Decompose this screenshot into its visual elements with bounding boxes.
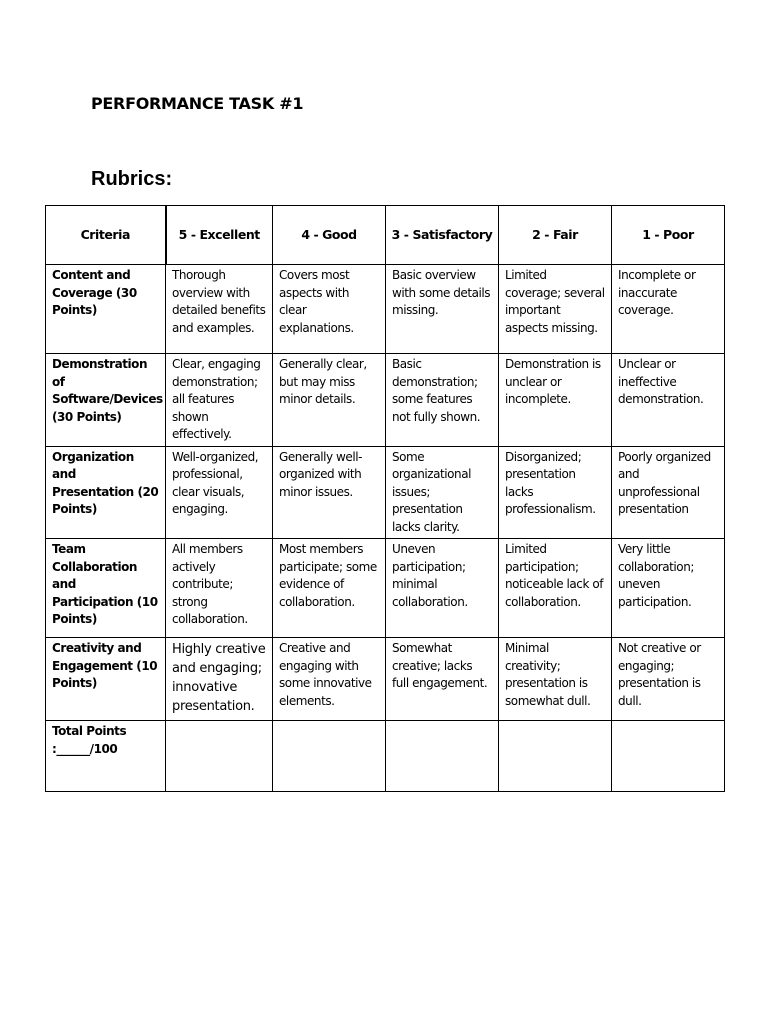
total-points-cell: Total Points :______/100 [46, 721, 166, 792]
empty-cell [386, 721, 499, 792]
rubric-table [45, 205, 725, 792]
table-row [46, 446, 725, 539]
table-row [46, 638, 725, 721]
rubric-cell: Limited participation; noticeable lack of collaboration. [499, 539, 612, 638]
empty-cell [499, 721, 612, 792]
rubric-cell: Not creative or engaging; presentation is dull. [612, 638, 725, 721]
rubric-cell: Poorly organized and unprofessional presentation [612, 446, 725, 539]
rubric-cell: Most members participate; some evidence of collaboration. [273, 539, 386, 638]
header-good: 4 - Good [273, 206, 386, 265]
rubric-cell: Generally well-organized with minor issues. [273, 446, 386, 539]
rubric-cell: Well-organized, professional, clear visuals, engaging. [166, 446, 273, 539]
table-row [46, 265, 725, 354]
rubrics-heading: Rubrics: [91, 168, 173, 190]
rubric-cell: Highly creative and engaging; innovative presentation. [166, 638, 273, 721]
empty-cell [273, 721, 386, 792]
rubric-cell: Very little collaboration; uneven participation. [612, 539, 725, 638]
rubric-cell: Some organizational issues; presentation lacks clarity. [386, 446, 499, 539]
rubric-cell: Generally clear, but may miss minor details. [273, 354, 386, 447]
table-row [46, 539, 725, 638]
criteria-cell: Organization and Presentation (20 Points) [46, 446, 166, 539]
header-satisfactory: 3 - Satisfactory [386, 206, 499, 265]
header-excellent: 5 - Excellent [166, 206, 273, 265]
criteria-cell: Team Collaboration and Participation (10 Points) [46, 539, 166, 638]
total-row [46, 721, 725, 792]
rubric-cell: Unclear or ineffective demonstration. [612, 354, 725, 447]
rubric-cell: Incomplete or inaccurate coverage. [612, 265, 725, 354]
header-poor: 1 - Poor [612, 206, 725, 265]
rubric-cell: Demonstration is unclear or incomplete. [499, 354, 612, 447]
header-criteria: Criteria [46, 206, 166, 265]
rubric-cell: Somewhat creative; lacks full engagement. [386, 638, 499, 721]
rubric-cell: Limited coverage; several important aspects missing. [499, 265, 612, 354]
criteria-cell: Creativity and Engagement (10 Points) [46, 638, 166, 721]
rubric-cell: Basic overview with some details missing. [386, 265, 499, 354]
header-fair: 2 - Fair [499, 206, 612, 265]
rubric-cell: Thorough overview with detailed benefits and examples. [166, 265, 273, 354]
rubric-cell: Clear, engaging demonstration; all features shown effectively. [166, 354, 273, 447]
header-row [46, 206, 725, 265]
empty-cell [612, 721, 725, 792]
rubric-cell: Creative and engaging with some innovative elements. [273, 638, 386, 721]
rubric-cell: Minimal creativity; presentation is somewhat dull. [499, 638, 612, 721]
empty-cell [166, 721, 273, 792]
rubric-cell: Disorganized; presentation lacks professionalism. [499, 446, 612, 539]
page-title: PERFORMANCE TASK #1 [91, 94, 304, 113]
rubric-cell: Uneven participation; minimal collaboration. [386, 539, 499, 638]
table-row [46, 354, 725, 447]
rubric-cell: Basic demonstration; some features not fully shown. [386, 354, 499, 447]
criteria-cell: Demonstration of Software/Devices (30 Points) [46, 354, 166, 447]
rubric-cell: Covers most aspects with clear explanations. [273, 265, 386, 354]
rubric-cell: All members actively contribute; strong collaboration. [166, 539, 273, 638]
criteria-cell: Content and Coverage (30 Points) [46, 265, 166, 354]
